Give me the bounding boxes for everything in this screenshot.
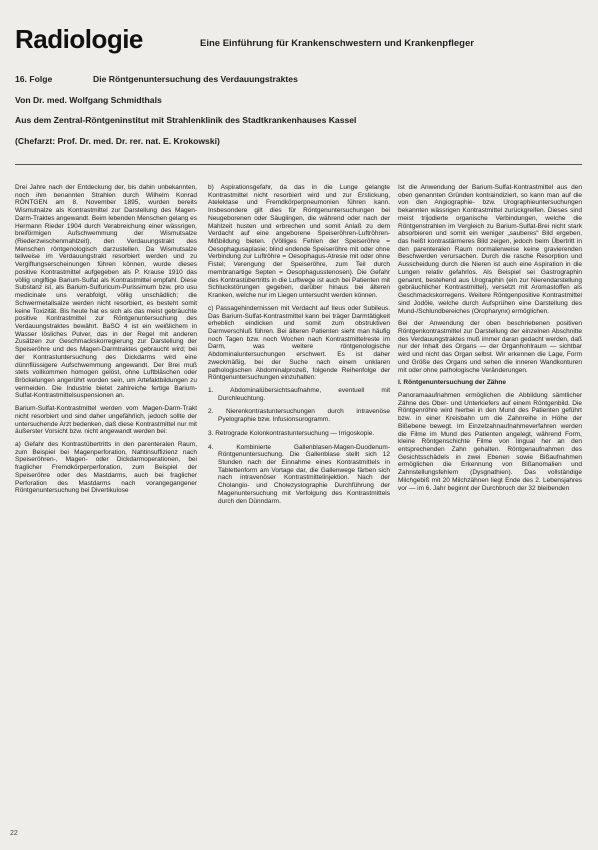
- header-rule: [15, 164, 582, 165]
- paragraph: Drei Jahre nach der Entdeckung der, bis dahin unbekannten, noch ihm benannten Strahlen durch Wilhelm Konrad RÖNTGEN am 8. November 1895, wurden bereits Wismutnalze als Kontrastmittel zur Darstellung des Magen-Darm-Traktes angewandt. Beim lebenden Menschen gelang es Hermann Rieder 1904 durch Verabreichung einer wässrigen, breiförmigen Aufschwemmung der Wismutsalze (Riederzwischenmahlzeit), den Verdauungstrakt des Menschen röntgenologisch darzustellen. Da Wismutsalze teilweise im Verdauungstrakt resorbiert werden und zu Vergiftungserscheinungen führen können, wurde dieses positive Kontrastmittel aufgegeben als P. Krause 1910 das völlig ungiftige Barium-Sulfat als Kontrastmittel empfahl. Diese Substanz ist, als Barium-Sulfuricum-Purissimum bzw. pro usu medicinale uns verabfolgt, völlig unschädlich; die Schwermetallsalze werden nicht resorbiert, es besteht somit keine Toxizität. Bis heute hat es sich als das meist gebräuchte positive Kontrastmittel zur Röntgenuntersuchung des Verdauungstraktes bewährt. BaSO 4 ist ein weißlichem in Wasser lösliches Pulver, das in der Regel mit anderen Zusätzen zur Geschmackskorregierung zur Darstellung der Speiseröhre und des Magen-Darmtraktes gebraucht wird; bei der Kontrastuntersuchung des Dickdarms wird eine dünnflüssigere Aufschwemmung angewandt. Der Brei muß stets vollkommen homogen gelöst, ohne Luftbläschen oder Bröckelungen angerührt worden sein, um Artefaktbildungen zu vermeiden. Die Industrie bietet zahlreiche fertige Barium-Sulfat-Kontrastmittelsuspensionen an.: [15, 184, 197, 400]
- list-item: 3. Retrograde Kolonkontrastuntersuchung — Irrigoskopie.: [208, 429, 375, 437]
- list-item: 2. Nierenkontrastuntersuchungen durch intravenöse Pyelographie bzw. Infusionsurogramm.: [208, 408, 390, 424]
- paragraph: Panoramaaufnahmen ermöglichen die Abbildung sämtlicher Zähne des Ober- und Unterkiefers auf einem Röntgenbild. Die Röntgenröhre wird hierbei in den Mund des Patienten geführt bzw. in einer Kreisbahn um die Zahnreihe in Höhe der Bißebene bewegt. Im Einzelzahnaufnahmeverfahren werden die Filme im Mund des Patienten angelegt, während Form, kleine Röntgenschichte Filme von lingual her an den entsprechenden Zahn gehalten. Röntgenaufnahmen des Gesichtsschädels in zwei Ebenen sowie Bißaufnahmen ermöglichen die Erkennung von Bißanomalien und Zahnstellungsfehlern (Dysgnathien). Das vollständige Milchgebiß mit 20 Milchzähnen liegt Ende des 2. Lebensjahres vor — im 6. Jahr beginnt der Durchbruch der 32 bleibenden: [398, 391, 582, 492]
- author-line: Von Dr. med. Wolfgang Schmidthals: [15, 95, 162, 105]
- column-1: [15, 184, 197, 829]
- section-heading: I. Röntgenuntersuchung der Zähne: [398, 379, 506, 387]
- paragraph: c) Passagehindernissen mit Verdacht auf Ileus oder Subileus. Das Barium-Sulfat-Kontrastmittel kann bei träger Darmtätigkeit erheblich eindicken und somit zum obstruktiven Darmverschluß führen. Bei älteren Patienten sieht man häufig noch Tagen bzw. noch Wochen nach Kontrastmittelreste im Darm, was weitere röntgenologische Abdominaluntersuchungen erschwert. Es ist daher zweckmäßig, bei der Suche nach einem unklaren pathologischen Abdominalprozeß, folgende Reihenfolge der Röntgenuntersuchungen einzuhalten:: [208, 304, 390, 382]
- folge-line: [15, 74, 575, 84]
- series-subtitle: Eine Einführung für Krankenschwestern und Krankenpfleger: [200, 38, 474, 49]
- masthead: [15, 24, 590, 54]
- column-2: [208, 184, 390, 829]
- institute-line: Aus dem Zentral-Röntgeninstitut mit Strahlenklinik des Stadtkrankenhauses Kassel: [15, 115, 357, 125]
- paragraph: Ist die Anwendung der Barium-Sulfat-Kontrastmittel aus den oben genannten Gründen kontraindiziert, so kann man auf die von den Angiographie- bzw. Urographieuntersuchungen bekannten wässrigen Kontrastmittel zurückgreifen. Dieses sind meist trijodierte organische Verbindungen, welche die Röntgenstrahlen im Vergleich zu Barium-Sulfat-Brei nicht stark absorbieren und somit ein weniger „sauberes“ Bild ergeben, das heißt kontrastärmeres Bild zeigen, jedoch beim Übertritt in den parenteralen Raum normalerweise keine gravierenden Beschwerden verursachen. Durch die rasche Resorption und Ausscheidung durch die Nieren ist auch eine Aspiration in die Lungen relativ gefahrlos. Als Beispiel sei Gastrographin genannt, bestehend aus Urographin (ein zur Nierendarstellung gebräuchlicher Kontrastmittel), versetzt mit Aromastoffen als Geschmackskorregens. Weitere Röntgenpositive Kontrastmittel sind Jodöle, welche durch Aufsprühen eine Darstellung des Mund-/Schlundbereiches (Oropharynx) ermöglichen.: [398, 184, 582, 315]
- folge-number: 16. Folge: [15, 74, 53, 84]
- examination-order-list: [208, 387, 390, 505]
- list-item: 4. Kombinierte Gallenblasen-Magen-Duodenum-Röntgenuntersuchung. Die Gallenblase stellt sich 12 Stunden nach der Einnahme eines Kontrastmittels in Tablettenform am Vortage dar, die Gallenwege färben sich nach intravenöser Kontrastmittelinjektion. Nach der Cholangio- und Cholezystographie Durchführung der Magenuntersuchung mit Verfolgung des Kontrastmittels durch den Dünndarm.: [208, 443, 390, 505]
- series-title: Radiologie: [15, 24, 143, 54]
- article-body: [15, 184, 585, 829]
- paragraph: a) Gefahr des Kontrastübertritts in den parenteralen Raum, zum Beispiel bei Magenperforation, Nahtinsuffizienz nach Speiseröhren-, Magen- oder Dickdarmoperationen, bei fraglicher Fremdkörperperforation, zum Beispiel der Speiseröhre oder des Mastdarms, auch bei fraglicher Perforation des Mastdarms nach vorangegangener Röntgenuntersuchung bei Divertikulose: [15, 441, 197, 495]
- paragraph: b) Aspirationsgefahr, da das in die Lunge gelangte Kontrastmittel nicht resorbiert wird und zur Erstickung, Atelektase und Fremdkörperpneumonien führen kann. Insbesondere gilt dies für Röntgenuntersuchungen bei Neugeborenen oder Säuglingen, die während oder nach der Mahlzeit husten und erbrechen und somit Anlaß zu dem Verdacht auf eine angeborene Speiseröhren-Luftröhren-Mißbildung bieten. (Völliges Fehlen der Speiseröhre = Oesophagusaplasie; blind endende Speiseröhre mit oder ohne Verbindung zur Luftröhre = Oesophagus-Atresie mit oder ohne Fistel; Verengung der Speiseröhre, zum Teil durch membranartige Septen = Oesophagusstenosen). Die Gefahr des Kontrastübertritts in die Luftwege ist auch bei Patienten mit Schluckstörungen gegeben, darüber hinaus bei älteren Kranken, welche nur im Liegen untersucht werden können.: [208, 184, 390, 300]
- paragraph: Barium-Sulfat-Kontrastmittel werden vom Magen-Darm-Trakt nicht resorbiert und sind daher ungefährlich, jedoch sollte der untersuchende Arzt bedenken, daß diese Kontrastmittel nur mit äußerster Vorsicht bzw. nicht angewandt werden bei:: [15, 405, 197, 436]
- column-3: [398, 184, 582, 829]
- paragraph: Bei der Anwendung der oben beschriebenen positiven Röntgenkontrastmittel zur Darstellung der einzelnen Abschnitte des Verdauungstraktes muß immer daran gedacht werden, daß nur der Inhalt des Organs — der Organhohlraum — sichtbar wird und nicht das Organ selbst. Wir erkennen die Lage, Form und Größe des Organs und sehen die inneren Wandkonturen mit oder ohne pathologische Veränderungen.: [398, 320, 582, 374]
- article-topic: Die Röntgenuntersuchung des Verdauungstraktes: [93, 74, 298, 84]
- chief-line: (Chefarzt: Prof. Dr. med. Dr. rer. nat. E. Krokowski): [15, 136, 220, 146]
- list-item: 1. Abdominalübersichtsaufnahme, eventuell mit Durchleuchtung.: [208, 386, 390, 402]
- page-number: 22: [10, 830, 18, 837]
